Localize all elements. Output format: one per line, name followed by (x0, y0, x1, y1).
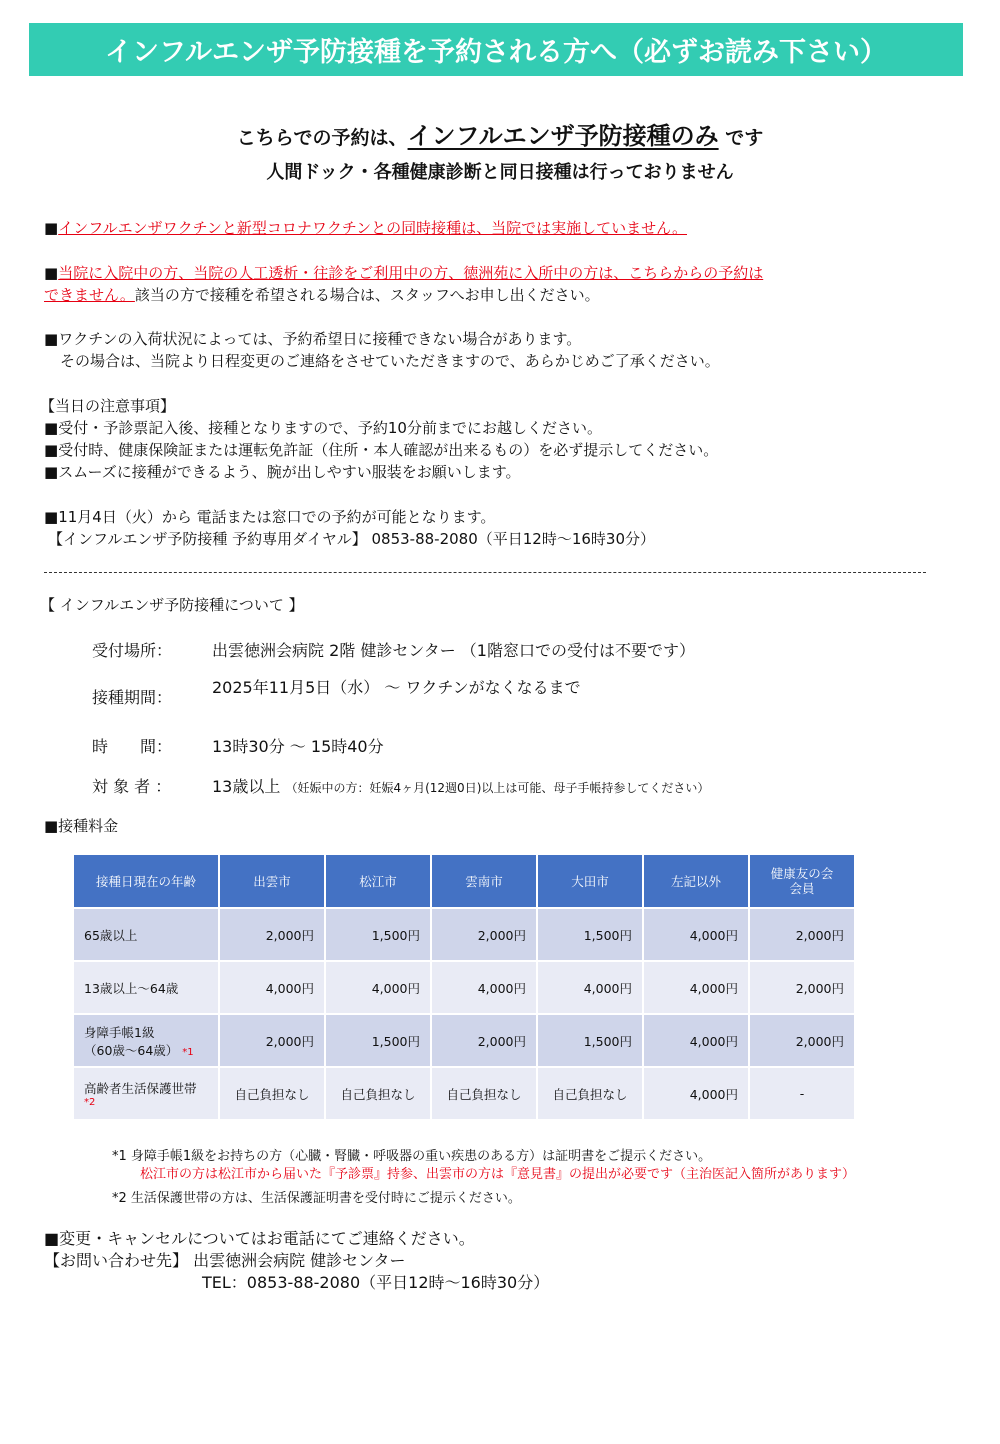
day-notes-heading: 【当日の注意事項】 (40, 397, 176, 415)
row-label-main: 身障手帳1級 (84, 1024, 155, 1040)
bullet-square-icon: ■ (44, 330, 59, 348)
fee-cell: 1,500円 (326, 909, 430, 960)
lead-line-1 (0, 116, 1000, 151)
bullet-square-icon: ■ (44, 264, 59, 282)
fee-cell: 4,000円 (644, 1068, 748, 1119)
fees-heading: ■接種料金 (44, 817, 119, 835)
info-label-target: 対 象 者 ： (92, 777, 172, 796)
notice-inpatient-1 (44, 262, 763, 284)
row-label: 65歳以上 (74, 909, 218, 960)
fee-cell: 2,000円 (750, 962, 854, 1013)
row-label (74, 1068, 218, 1119)
info-value-time: 13時30分 ～ 15時40分 (212, 737, 384, 756)
fee-cell: 2,000円 (432, 1015, 536, 1066)
fee-table-header (74, 855, 854, 907)
fee-cell: 自己負担なし (432, 1068, 536, 1119)
fee-cell: 自己負担なし (538, 1068, 642, 1119)
day-note-item (44, 417, 602, 439)
target-note: （妊娠中の方：妊娠4ヶ月(12週0日)以上は可能、母子手帳持参してください） (285, 781, 710, 795)
footnote-1: *1 身障手帳1級をお持ちの方（心臓・腎臓・呼吸器の重い疾患のある方）は証明書をご提示ください。 (112, 1149, 712, 1164)
fee-cell: 2,000円 (220, 909, 324, 960)
header-matsue: 松江市 (326, 855, 430, 907)
bullet-square-icon: ■ (44, 441, 59, 459)
fee-cell: 1,500円 (326, 1015, 430, 1066)
fee-cell: 自己負担なし (326, 1068, 430, 1119)
dashed-divider (44, 572, 926, 573)
fee-cell: 4,000円 (644, 1015, 748, 1066)
footnote-1-red: 松江市の方は松江市から届いた『予診票』持参、出雲市の方は『意見書』の提出が必要です（主治医記入箇所があります） (140, 1167, 856, 1182)
fee-cell: 2,000円 (220, 1015, 324, 1066)
row-label (74, 1015, 218, 1066)
fee-cell: 4,000円 (644, 962, 748, 1013)
reservation-start-text: 11月4日（火）から 電話または窓口での予約が可能となります。 (58, 508, 496, 526)
footnote-mark: *1 (182, 1046, 194, 1058)
day-note-text: スムーズに接種ができるよう、腕が出しやすい服装をお願いします。 (58, 463, 521, 481)
row-label: 13歳以上～64歳 (74, 962, 218, 1013)
row-label-sub: （60歳～64歳） (84, 1042, 179, 1058)
fee-cell: 2,000円 (432, 909, 536, 960)
fee-cell: 4,000円 (326, 962, 430, 1013)
fee-cell: 4,000円 (644, 909, 748, 960)
table-row (74, 909, 854, 960)
notice-stock-1 (44, 328, 581, 350)
notice-covid (44, 217, 687, 239)
bullet-square-icon: ■ (44, 419, 59, 437)
notice-stock-2: その場合は、当院より日程変更のご連絡をさせていただきますので、あらかじめご了承ください。 (60, 352, 720, 370)
header-member: 健康友の会 会員 (750, 855, 854, 907)
reservation-dial: 【インフルエンザ予防接種 予約専用ダイヤル】 0853-88-2080（平日12時～16時30分） (48, 530, 656, 548)
fee-cell: 2,000円 (750, 1015, 854, 1066)
about-heading: 【 インフルエンザ予防接種について 】 (40, 596, 304, 614)
notice-inpatient-red-1: 当院に入院中の方、当院の人工透析・往診をご利用中の方、徳洲苑に入所中の方は、こちらからの予約は (58, 264, 764, 282)
day-note-text: 受付時、健康保険証または運転免許証（住所・本人確認が出来るもの）を必ず提示してください。 (58, 441, 719, 459)
fee-cell: 2,000円 (750, 909, 854, 960)
notice-stock-text-1: ワクチンの入荷状況によっては、予約希望日に接種できない場合があります。 (58, 330, 582, 348)
info-value-period: 2025年11月5日（水） ～ ワクチンがなくなるまで (212, 678, 581, 697)
lead-line-2: 人間ドック・各種健康診断と同日接種は行っておりません (266, 162, 734, 183)
header-unnan: 雲南市 (432, 855, 536, 907)
notice-inpatient-2 (44, 284, 600, 306)
day-note-item (44, 461, 521, 483)
info-label-location: 受付場所： (92, 641, 173, 660)
contact-inquiry: 【お問い合わせ先】 出雲徳洲会病院 健診センター (44, 1251, 406, 1270)
notice-covid-text: インフルエンザワクチンと新型コロナワクチンとの同時接種は、当院では実施していません。 (58, 219, 687, 237)
bullet-square-icon: ■ (44, 463, 59, 481)
fee-cell: - (750, 1068, 854, 1119)
info-value-target (212, 774, 709, 797)
header-izumo: 出雲市 (220, 855, 324, 907)
page-banner-title: インフルエンザ予防接種を予約される方へ（必ずお読み下さい） (29, 23, 963, 76)
lead-suffix: です (718, 127, 764, 149)
lead-prefix: こちらでの予約は、 (236, 127, 408, 149)
row-label-main: 高齢者生活保護世帯 (84, 1081, 197, 1096)
contact-tel: TEL：0853-88-2080（平日12時～16時30分） (202, 1273, 550, 1292)
notice-inpatient-red-2: できません。 (44, 286, 135, 304)
info-value-location: 出雲徳洲会病院 2階 健診センター （1階窓口での受付は不要です） (212, 641, 695, 660)
fee-cell: 4,000円 (220, 962, 324, 1013)
fee-cell: 4,000円 (538, 962, 642, 1013)
table-row (74, 1068, 854, 1119)
day-note-text: 受付・予診票記入後、接種となりますので、予約10分前までにお越しください。 (58, 419, 602, 437)
day-note-item (44, 439, 718, 461)
header-oda: 大田市 (538, 855, 642, 907)
reservation-start (44, 506, 495, 528)
header-age: 接種日現在の年齢 (74, 855, 218, 907)
fee-cell: 4,000円 (432, 962, 536, 1013)
header-other: 左記以外 (644, 855, 748, 907)
notice-inpatient-black: 該当の方で接種を希望される場合は、スタッフへお申し出ください。 (134, 286, 600, 304)
info-label-period: 接種期間： (92, 688, 173, 707)
contact-cancel: ■変更・キャンセルについてはお電話にてご連絡ください。 (44, 1229, 475, 1248)
info-label-time: 時 間： (92, 737, 173, 756)
table-row (74, 962, 854, 1013)
fee-cell: 1,500円 (538, 909, 642, 960)
footnote-2: *2 生活保護世帯の方は、生活保護証明書を受付時にご提示ください。 (112, 1191, 521, 1206)
fee-cell: 1,500円 (538, 1015, 642, 1066)
bullet-square-icon: ■ (44, 508, 59, 526)
fee-table (72, 853, 856, 1121)
lead-emphasis: インフルエンザ予防接種のみ (407, 122, 719, 150)
target-age: 13歳以上 (212, 777, 281, 796)
bullet-square-icon: ■ (44, 219, 59, 237)
footnote-mark: *2 (84, 1097, 96, 1108)
fee-cell: 自己負担なし (220, 1068, 324, 1119)
table-row (74, 1015, 854, 1066)
